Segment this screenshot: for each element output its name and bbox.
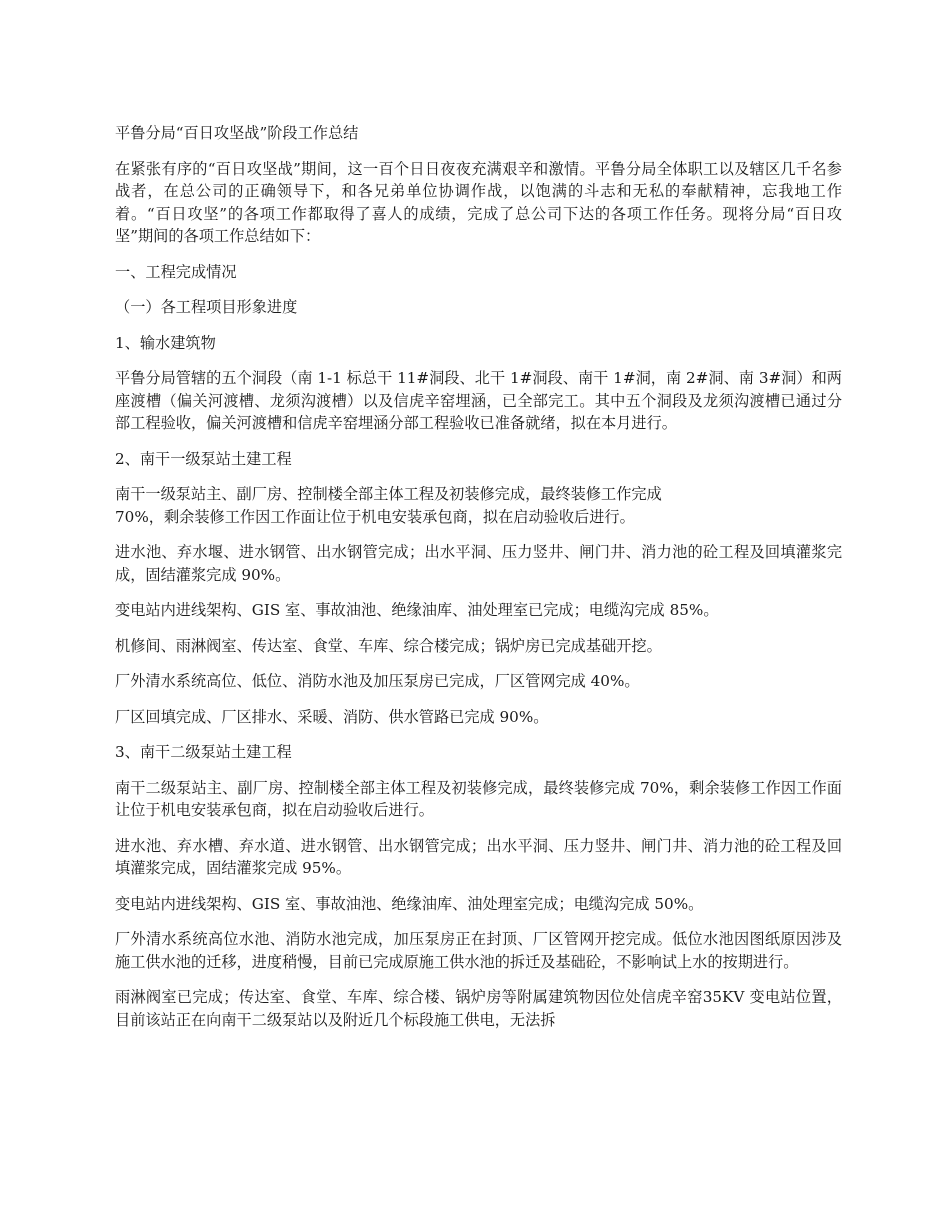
paragraph-pump1-powerhouse: 南干一级泵站主、副厂房、控制楼全部主体工程及初装修完成，最终装修工作完成 70%，剩余装修工作因工作面让位于机电安装承包商，拟在启动验收后进行。 <box>115 485 662 526</box>
paragraph-pump2-water-system: 厂外清水系统高位水池、消防水池完成，加压泵房正在封顶、厂区管网开挖完成。低位水池因图纸原因涉及施工供水池的迁移，进度稍慢，目前已完成原施工供水池的拆迁及基础砼，不影响试上水的按期进行。 <box>115 930 842 971</box>
section-heading-1: 一、工程完成情况 <box>115 262 237 281</box>
paragraph-pump2-auxiliary: 雨淋阀室已完成；传达室、食堂、车库、综合楼、锅炉房等附属建筑物因位处信虎辛窑35KV 变电站位置，目前该站正在向南干二级泵站以及附近几个标段施工供电，无法拆 <box>115 988 842 1029</box>
item-heading-3: 3、南干二级泵站土建工程 <box>115 743 292 761</box>
paragraph-pump2-intake: 进水池、弃水槽、弃水道、进水钢管、出水钢管完成；出水平洞、压力竖井、闸门井、消力池的砼工程及回填灌浆完成，固结灌浆完成 95%。 <box>115 836 842 877</box>
document-title: 平鲁分局“百日攻坚战”阶段工作总结 <box>115 124 359 142</box>
paragraph-pump1-auxiliary: 机修间、雨淋阀室、传达室、食堂、车库、综合楼完成；锅炉房已完成基础开挖。 <box>115 636 662 655</box>
paragraph-pump2-powerhouse: 南干二级泵站主、副厂房、控制楼全部主体工程及初装修完成，最终装修完成 70%，剩余装修工作因工作面让位于机电安装承包商，拟在启动验收后进行。 <box>115 778 842 819</box>
paragraph-pump1-substation: 变电站内进线架构、GIS 室、事故油池、绝缘油库、油处理室已完成；电缆沟完成 85%。 <box>115 601 719 619</box>
paragraph-pump2-substation: 变电站内进线架构、GIS 室、事故油池、绝缘油库、油处理室完成；电缆沟完成 50%。 <box>115 894 704 913</box>
paragraph-pump1-backfill: 厂区回填完成、厂区排水、采暖、消防、供水管路已完成 90%。 <box>115 707 549 726</box>
item-heading-1: 1、输水建筑物 <box>115 333 216 352</box>
item-heading-2: 2、南干一级泵站土建工程 <box>115 449 292 468</box>
paragraph-pump1-water-system: 厂外清水系统高位、低位、消防水池及加压泵房已完成，厂区管网完成 40%。 <box>115 672 640 690</box>
document-page <box>115 122 842 1044</box>
subsection-heading-1: （一）各工程项目形象进度 <box>115 298 298 316</box>
paragraph-pump1-intake: 进水池、弃水堰、进水钢管、出水钢管完成；出水平洞、压力竖井、闸门井、消力池的砼工程及回填灌浆完成，固结灌浆完成 90%。 <box>115 543 842 584</box>
paragraph-water-structures: 平鲁分局管辖的五个洞段（南 1-1 标总干 11#洞段、北干 1#洞段、南干 1#洞，南 2#洞、南 3#洞）和两座渡槽（偏关河渡槽、龙须沟渡槽）以及信虎辛窑埋涵，已全部完工。其中五个洞段及龙须沟渡槽已通过分部工程验收，偏关河渡槽和信虎辛窑埋涵分部工程验收已准备就绪，拟在本月进行。 <box>115 369 842 432</box>
intro-paragraph: 在紧张有序的“百日攻坚战”期间，这一百个日日夜夜充满艰辛和激情。平鲁分局全体职工以及辖区几千名参战者，在总公司的正确领导下，和各兄弟单位协调作战，以饱满的斗志和无私的奉献精神，忘我地工作着。“百日攻坚”的各项工作都取得了喜人的成绩，完成了总公司下达的各项工作任务。现将分局“百日攻坚”期间的各项工作总结如下： <box>115 159 842 245</box>
